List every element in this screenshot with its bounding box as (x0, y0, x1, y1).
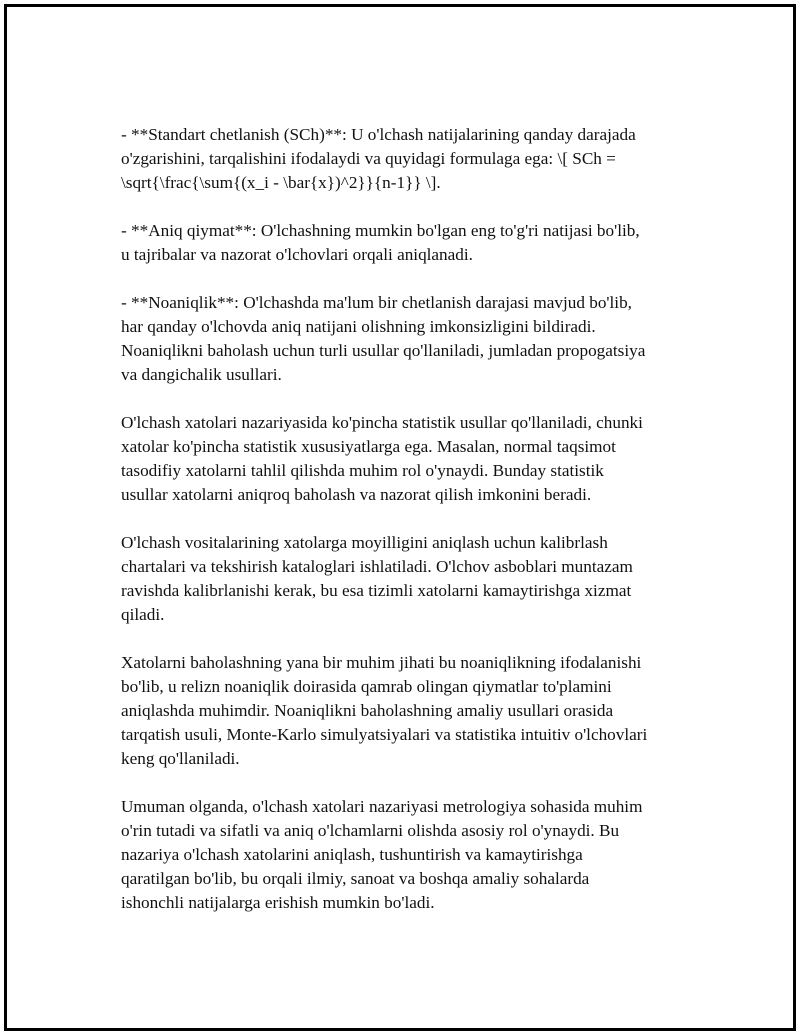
paragraph-uncertainty: - **Noaniqlik**: O'lchashda ma'lum bir chetlanish darajasi mavjud bo'lib, har qanday o'lchovda aniq natijani olishning imkonsizligini bildiradi. Noaniqlikni baholash uchun turli usullar qo'llaniladi, jumladan propogatsiya va dangichalik usullari. (121, 293, 646, 384)
paragraph-calibration: O'lchash vositalarining xatolarga moyilligini aniqlash uchun kalibrlash chartalari va tekshirish kataloglari ishlatiladi. O'lchov asboblari muntazam ravishda kalibrlanishi kerak, bu esa tizimli xatolarni kamaytirishga xizmat qiladi. (121, 533, 633, 624)
document-body (121, 123, 691, 939)
paragraph-conclusion: Umuman olganda, o'lchash xatolari nazariyasi metrologiya sohasida muhim o'rin tutadi va sifatli va aniq o'lchamlarni olishda asosiy rol o'ynaydi. Bu nazariya o'lchash xatolarini aniqlash, tushuntirish va kamaytirishga qaratilgan bo'lib, bu orqali ilmiy, sanoat va boshqa amaliy sohalarda ishonchli natijalarga erishish mumkin bo'ladi. (121, 797, 643, 912)
paragraph-exact-value: - **Aniq qiymat**: O'lchashning mumkin bo'lgan eng to'g'ri natijasi bo'lib, u tajribalar va nazorat o'lchovlari orqali aniqlanadi. (121, 221, 640, 264)
paragraph-uncertainty-expression: Xatolarni baholashning yana bir muhim jihati bu noaniqlikning ifodalanishi bo'lib, u relizn noaniqlik doirasida qamrab olingan qiymatlar to'plamini aniqlashda muhimdir. Noaniqlikni baholashning amaliy usullari orasida tarqatish usuli, Monte-Karlo simulyatsiyalari va statistika intuitiv o'lchovlari keng qo'llaniladi. (121, 653, 648, 768)
page-frame (4, 4, 796, 1031)
paragraph-statistical-methods: O'lchash xatolari nazariyasida ko'pincha statistik usullar qo'llaniladi, chunki xatolar ko'pincha statistik xususiyatlarga ega. Masalan, normal taqsimot tasodifiy xatolarni tahlil qilishda muhim rol o'ynaydi. Bunday statistik usullar xatolarni aniqroq baholash va nazorat qilish imkonini beradi. (121, 413, 643, 504)
paragraph-standard-deviation: - **Standart chetlanish (SCh)**: U o'lchash natijalarining qanday darajada o'zgarishini, tarqalishini ifodalaydi va quyidagi formulaga ega: \[ SCh = \sqrt{\frac{\sum{(x_i - \bar{x})^2}}{n-1}} \]. (121, 125, 636, 192)
